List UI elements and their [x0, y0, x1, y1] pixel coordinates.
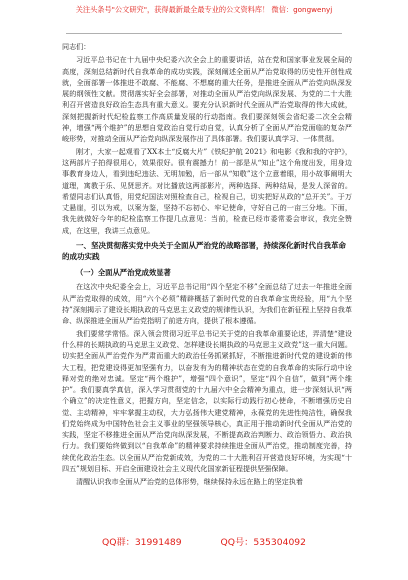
footer-contact	[0, 534, 408, 548]
header-banner: 关注头条号"公文研究"，获得最新最全最专业的公文资料库！ 微信：gongwenyj	[75, 5, 333, 14]
body-paragraph: 在这次中央纪委全会上，习近平总书记用“四个坚定不移”全面总结了过去一年推进全面从严治党取得的成效，用“六个必须”精辟概括了新时代党的自我革命宝贵经验，用“九个坚持”深刻揭示了建设长期执政的马克思主义政党的规律性认识，为我们在新征程上坚持自我革命、纵深推进全面从严治党指明了前进方向，提供了根本遵循。	[62, 282, 352, 325]
sub-heading: （一）全面从严治党成效显著	[76, 267, 171, 277]
body-paragraph: 刚才，大家一起观看了XX本土“反腐大片”《铁纪护航 2021》和电影《我和我的守护》，这两部片子拍得很用心，效果很好。很有震撼力！前一部是从“知止”这个角度出发，用身边事教育身边人，看到违纪违法、无明加勉，后一部从“知敬”这个立意着眼，用小故事阐明大道理，寓教于乐、见贤思齐。对比播放这两部影片，两种选择、两种结局，是发人深省的。希望同志们认真悟，用党纪国法对照检查自己，检视自己，切实把好从政的“总开关”。于万丈悬崖，引以为戒，以案为鉴，坚持不忘初心、牢记使命，守好自己的一亩三分地。下面，我先就做好今年的纪检监察工作提几点意见：当前，检查已经市委常委会审议，我完全赞成，在这里，我讲三点意见。	[62, 146, 352, 235]
header-divider	[66, 33, 342, 34]
document-body	[62, 41, 352, 488]
qq-group: QQ群：31991489	[102, 537, 182, 548]
qq-number: QQ号：535304092	[220, 537, 306, 548]
section-heading: 一、坚决贯彻落实党中央关于全面从严治党的战略部署，持续深化新时代自我革命的成功实践	[62, 240, 346, 262]
body-paragraph: 我们要常学常悟。深入领会贯彻习近平总书记关于党的自我革命重要论述，弄清楚“建设什么样的长期执政的马克思主义政党、怎样建设长期执政的马克思主义政党”这一重大问题。切实把全面从严治党作为严肃而重大的政治任务抓紧抓好，不断推进新时代党的建设新的伟大工程，把党建设得更加坚强有力，以奋发有为的精神状态在党的自我革命的实际行动中诠释对党的绝对忠诚。坚定“两个维护”，增强“四个意识”，坚定“四个自信”，做到“两个维护”。我们要真学真信，深入学习贯彻党的十九届六中全会精神为重点，进一步深刻认识“两个确立”的决定性意义，把握方向，坚定信念，以实际行动践行初心使命，不断增强历史自觉、主动精神，牢牢掌握主动权，大力弘扬伟大建党精神，永葆党的先进性纯洁性，确保我们党始终成为中国特色社会主义事业的坚强领导核心，真正用于推动新时代全面从严治党的实践，坚定不移推进全面从严治党向纵深发展，不断提高政治判断力、政治领悟力、政治执行力。我们要始终做到以“自我革命”的精神要求持续推进全面从严治党，推动制度完善，持续优化政治生态。以全面从严治党新成效，为党的二十大胜利召开营造良好环境，为实现“十四五”规划目标、开启全面建设社会主义现代化国家新征程提供坚强保障。	[62, 328, 352, 473]
salutation: 同志们：	[62, 42, 91, 51]
body-paragraph: 清醒认识我市全面从严治党的总体形势，继续保持永远在路上的坚定执着	[76, 476, 303, 486]
body-paragraph: 习近平总书记在十九届中央纪委六次全会上的重要讲话，站在党和国家事业发展全局的高度，深刻总结新时代自我革命的成功实践，深刻阐述全面从严治党取得的历史性开创性成就，全面部署一体推进不敢腐、不能腐、不想腐的重大任务，是推进全面从严治党向纵深发展的纲领性文献。贯彻落实好全会部署，对推动全面从严治党向纵深发展、为党的二十大胜利召开营造良好政治生态具有重大意义。要充分认识新时代全面从严治党取得的伟大成就，深刻把握新时代纪检监察工作高质量发展的行动指南。我们要深刻领会省纪委二次全会精神，增强“两个维护”的思想自觉政治自觉行动自觉，认真分析了全面从严治党面临的复杂严峻形势，对推动全面从严治党向纵深发展作出了具体部署。我们要认真学习、一体贯彻。	[62, 55, 352, 143]
